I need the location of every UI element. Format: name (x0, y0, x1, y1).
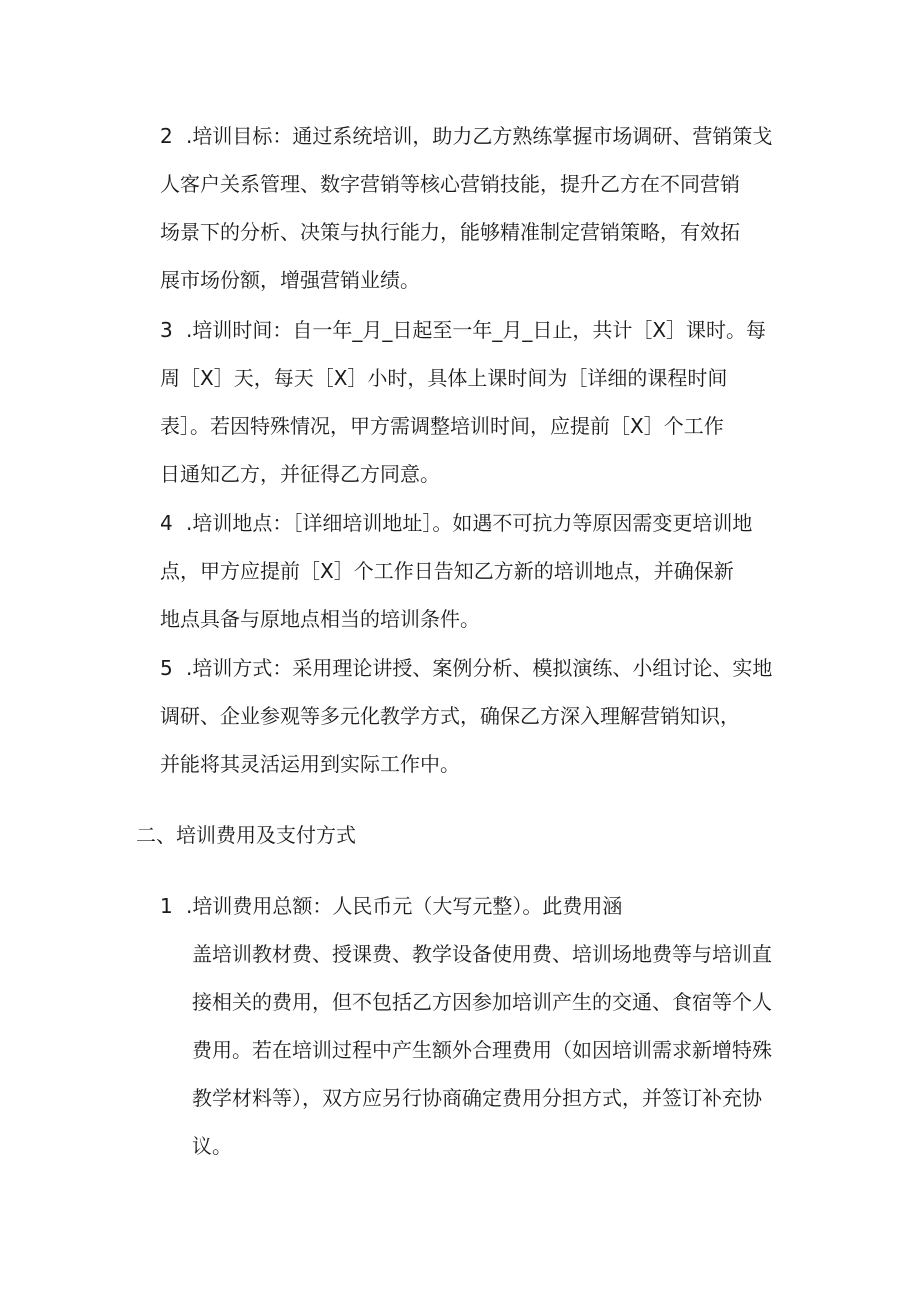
clause-text: .培训方式：采用理论讲授、案例分析、模拟演练、小组讨论、实地 (186, 656, 773, 680)
clause-line: 接相关的费用，但不包括乙方因参加培训产生的交通、食宿等个人 (192, 990, 772, 1014)
clause-line: 盖培训教材费、授课费、教学设备使用费、培训场地费等与培训直 (192, 942, 772, 966)
clause-line: 展市场份额，增强营销业绩。 (160, 268, 420, 292)
clause-line (160, 112, 800, 160)
clause-text: .培训时间：自一年_月_日起至一年_月_日止，共计［X］课时。每 (186, 318, 767, 342)
fee-clause-item-1 (160, 882, 800, 1170)
clause-number: 2 (160, 124, 173, 148)
clause-line (160, 499, 800, 547)
clause-line: 教学材料等），双方应另行协商确定费用分担方式，并签订补充协 (192, 1086, 762, 1110)
clause-number: 1 (160, 894, 173, 918)
clause-number: 4 (160, 511, 173, 535)
clause-line (160, 644, 800, 692)
clause-line: 周［X］天，每天［X］小时，具体上课时间为［详细的课程时间 (160, 366, 728, 390)
clause-item-4 (160, 499, 800, 643)
clause-text: .培训费用总额：人民币元（大写元整）。此费用涵 (186, 894, 623, 918)
clause-line: 并能将其灵活运用到实际工作中。 (160, 752, 460, 776)
clause-line: 点，甲方应提前［X］个工作日告知乙方新的培训地点，并确保新 (160, 559, 734, 583)
clause-line: 日通知乙方，并征得乙方同意。 (160, 462, 440, 486)
clause-line: 场景下的分析、决策与执行能力，能够精准制定营销策略，有效拓 (160, 220, 740, 244)
clause-line: 费用。若在培训过程中产生额外合理费用（如因培训需求新增特殊 (192, 1038, 772, 1062)
clause-item-2 (160, 112, 800, 304)
clause-item-5 (160, 644, 800, 788)
clause-line (160, 306, 800, 354)
section-heading: 二、培训费用及支付方式 (136, 823, 356, 847)
clause-line: 人客户关系管理、数字营销等核心营销技能，提升乙方在不同营销 (160, 172, 740, 196)
clause-line: 调研、企业参观等多元化教学方式，确保乙方深入理解营销知识， (160, 704, 740, 728)
clause-text: .培训地点：［详细培训地址］。如遇不可抗力等原因需变更培训地 (186, 511, 753, 535)
clause-number: 3 (160, 318, 173, 342)
clause-number: 5 (160, 656, 173, 680)
clause-line: 地点具备与原地点相当的培训条件。 (160, 607, 480, 631)
clause-text: .培训目标：通过系统培训，助力乙方熟练掌握市场调研、营销策戈 (186, 124, 773, 148)
clause-line: 议。 (192, 1134, 232, 1158)
clause-line (160, 882, 800, 930)
clause-line: 表］。若因特殊情况，甲方需调整培训时间，应提前［X］个工作 (160, 414, 724, 438)
clause-item-3 (160, 306, 800, 498)
